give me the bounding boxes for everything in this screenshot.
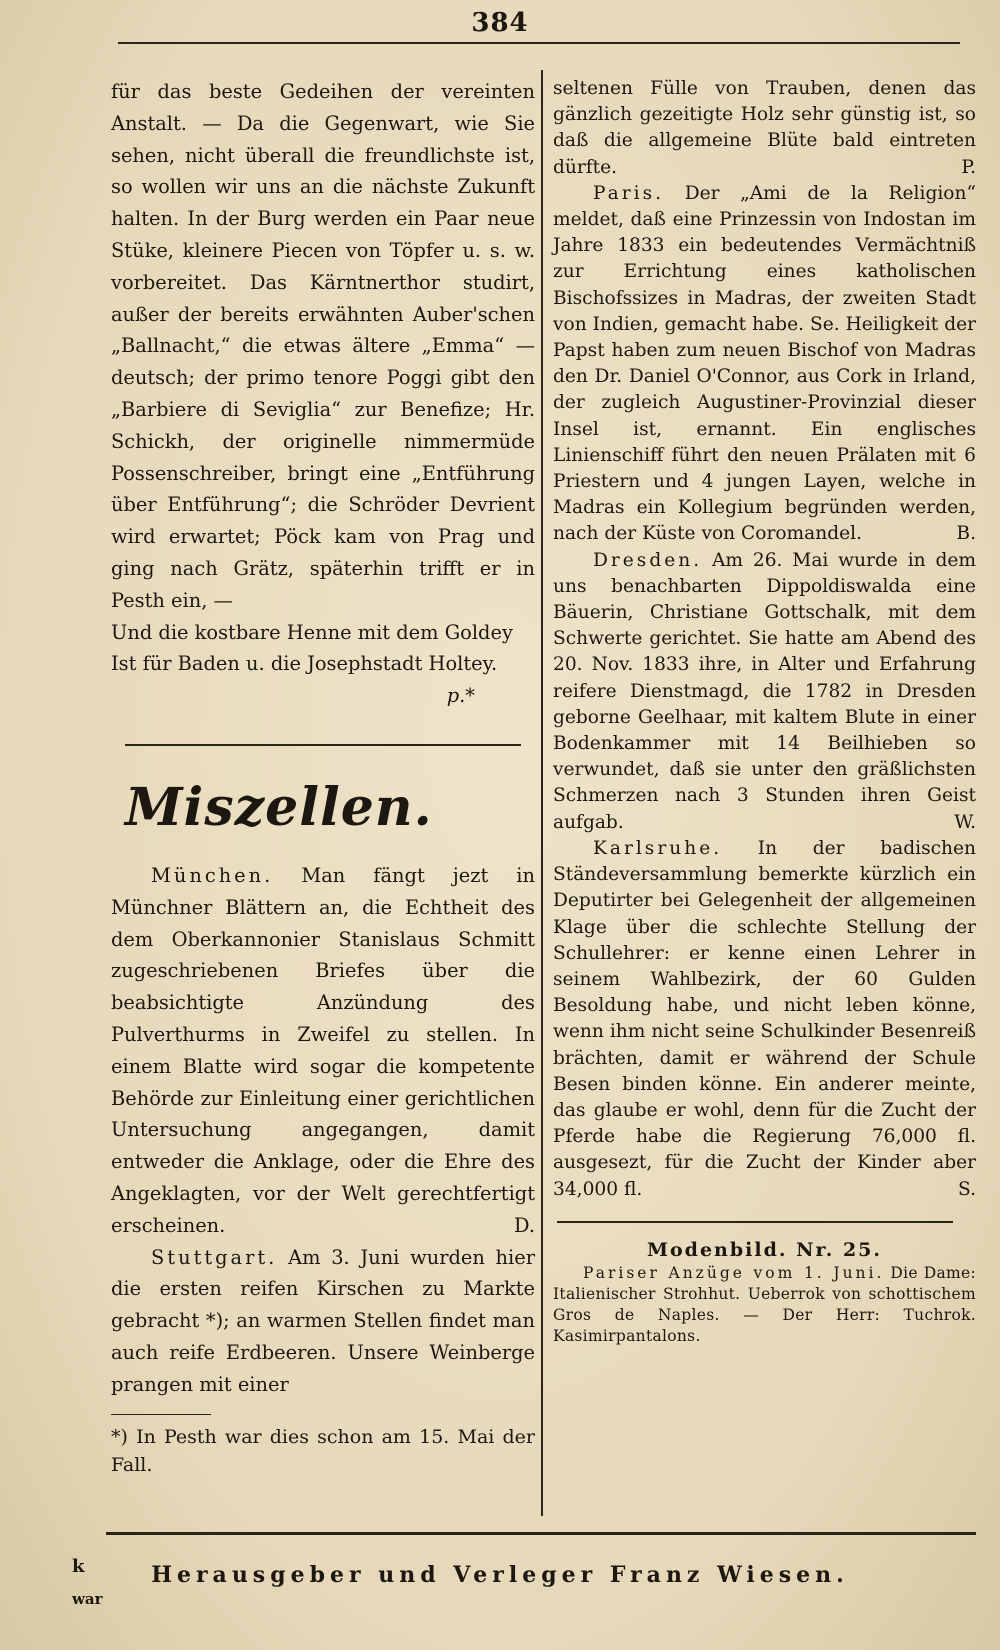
article-muenchen [111, 860, 535, 1242]
article-continuation-signature: P. [961, 156, 976, 178]
bottom-rule [106, 1532, 976, 1535]
article-dresden [553, 548, 976, 836]
article-continuation [553, 76, 976, 181]
publisher-imprint: Herausgeber und Verleger Franz Wiesen. [151, 1562, 849, 1588]
article-dresden-text: Am 26. Mai wurde in dem uns benachbarten Dippoldiswalda eine Bäuerin, Christiane Gottschalk, mit dem Schwerte gerichtet. Sie hatte am Abend des 20. Nov. 1833 ihre, in Alter und Erfahrung reifere Dienstmagd, die 1782 in Dresden geborne Geelhaar, mit kaltem Blute in einer Bodenkammer mit 14 Beilhieben so verwundet, daß sie unter den gräßlichsten Schmerzen nach 3 Stunden ihren Geist aufgab. [553, 549, 976, 833]
section-title: Miszellen. [125, 776, 433, 838]
corner-mark-2: war [72, 1590, 103, 1608]
article-stuttgart-text: Am 3. Juni wurden hier die ersten reifen Kirschen zu Markte gebracht *); an warmen Stellen findet man auch reife Erdbeeren. Unsere Weinberge prangen mit einer [111, 1245, 535, 1396]
fashion-notice [553, 1263, 976, 1347]
verse-line-1: Und die kostbare Henne mit dem Goldey [111, 620, 513, 644]
dateline-muenchen: München. [151, 863, 274, 887]
article-stuttgart [111, 1242, 535, 1401]
footnote: *) In Pesth war dies schon am 15. Mai der Fall. [111, 1426, 535, 1477]
article-muenchen-text: Man fängt jezt in Münchner Blättern an, die Echtheit des dem Oberkannonier Stanislaus Schmitt zugeschriebenen Briefes über die beabsichtigte Anzündung des Pulverthurms in Zweifel zu stellen. In einem Blatte wird sogar die kompetente Behörde zur Einleitung einer gerichtlichen Untersuchung angegangen, damit entweder die Anklage, oder die Ehre des Angeklagten, vor der Welt gerechtfertigt erscheinen. [111, 863, 535, 1237]
fashion-subtitle: Pariser Anzüge vom 1. Juni. [583, 1263, 885, 1282]
dateline-dresden: Dresden. [593, 549, 703, 571]
fashion-divider [557, 1221, 953, 1223]
verse-line-2: Ist für Baden u. die Josephstadt Holtey. [111, 652, 498, 676]
article-paris-signature: B. [956, 523, 976, 545]
article-paris [553, 181, 976, 548]
article-continuation-text: seltenen Fülle von Trauben, denen das gänzlich gezeitigte Holz sehr günstig ist, so daß die allgemeine Blüte bald eintreten dürfte. [553, 78, 976, 178]
page-number: 384 [471, 8, 529, 38]
column-divider [541, 70, 543, 1516]
dateline-paris: Paris. [593, 182, 665, 204]
top-rule [118, 42, 960, 44]
left-column [111, 76, 535, 1479]
article-paris-text: Der „Ami de la Religion“ meldet, daß eine Prinzessin von Indostan im Jahre 1833 ein bedeutendes Vermächtniß zur Errichtung eines katholischen Bischofssizes in Madras, der zweiten Stadt von Indien, gemacht habe. Se. Heiligkeit der Papst haben zum neuen Bischof von Madras den Dr. Daniel O'Connor, aus Cork in Irland, der zugleich Augustiner-Provinzial dieser Insel ist, ernannt. Ein englisches Linienschiff führt den neuen Prälaten mit 6 Priestern und 4 jungen Layen, welche in Madras ein Kollegium begründen werden, nach der Küste von Coromandel. [553, 182, 976, 545]
article-signature: p.* [446, 684, 475, 708]
fashion-title: Modenbild. Nr. 25. [646, 1238, 883, 1261]
article-muenchen-signature: D. [513, 1213, 535, 1237]
section-divider [125, 744, 521, 746]
article-dresden-signature: W. [954, 811, 976, 833]
dateline-stuttgart: Stuttgart. [151, 1245, 278, 1269]
corner-mark: k [72, 1556, 85, 1577]
footnote-rule [111, 1414, 211, 1415]
theater-report: für das beste Gedeihen der vereinten Anstalt. — Da die Gegenwart, wie Sie sehen, nicht überall die freundlichste ist, so wollen wir uns an die nächste Zukunft halten. In der Burg werden ein Paar neue Stüke, kleinere Piecen von Töpfer u. s. w. vorbereitet. Das Kärntnerthor studirt, außer der bereits erwähnten Auber'schen „Ballnacht,“ die etwas ältere „Emma“ — deutsch; der primo tenore Poggi gibt den „Barbiere di Seviglia“ zur Benefize; Hr. Schickh, der originelle nimmermüde Possenschreiber, bringt eine „Entführung über Entführung“; die Schröder Devrient wird erwartet; Pöck kam von Prag und ging nach Grätz, späterhin trifft er in Pesth ein, — [111, 80, 535, 612]
right-column [553, 76, 976, 1347]
fashion-text: Die Dame: Italienischer Strohhut. Ueberrok von schottischem Gros de Naples. — Der Herr: Tuchrok. Kasimirpantalons. [553, 1263, 976, 1345]
article-karlsruhe-signature: S. [958, 1178, 976, 1200]
dateline-karlsruhe: Karlsruhe. [593, 837, 723, 859]
article-karlsruhe-text: In der badischen Ständeversammlung bemerkte kürzlich ein Deputirter bei Gelegenheit der allgemeinen Klage über die schlechte Stellung der Schullehrer: er kenne einen Lehrer in seinem Wahlbezirk, der 60 Gulden Besoldung habe, und nicht leben könne, wenn ihm nicht seine Schulkinder Besenreiß brächten, damit er während der Schule Besen binden könne. Ein anderer meinte, das glaube er wohl, denn für die Zucht der Pferde habe die Regierung 76,000 fl. ausgesezt, für die Zucht der Kinder aber 34,000 fl. [553, 837, 976, 1200]
article-karlsruhe [553, 836, 976, 1203]
